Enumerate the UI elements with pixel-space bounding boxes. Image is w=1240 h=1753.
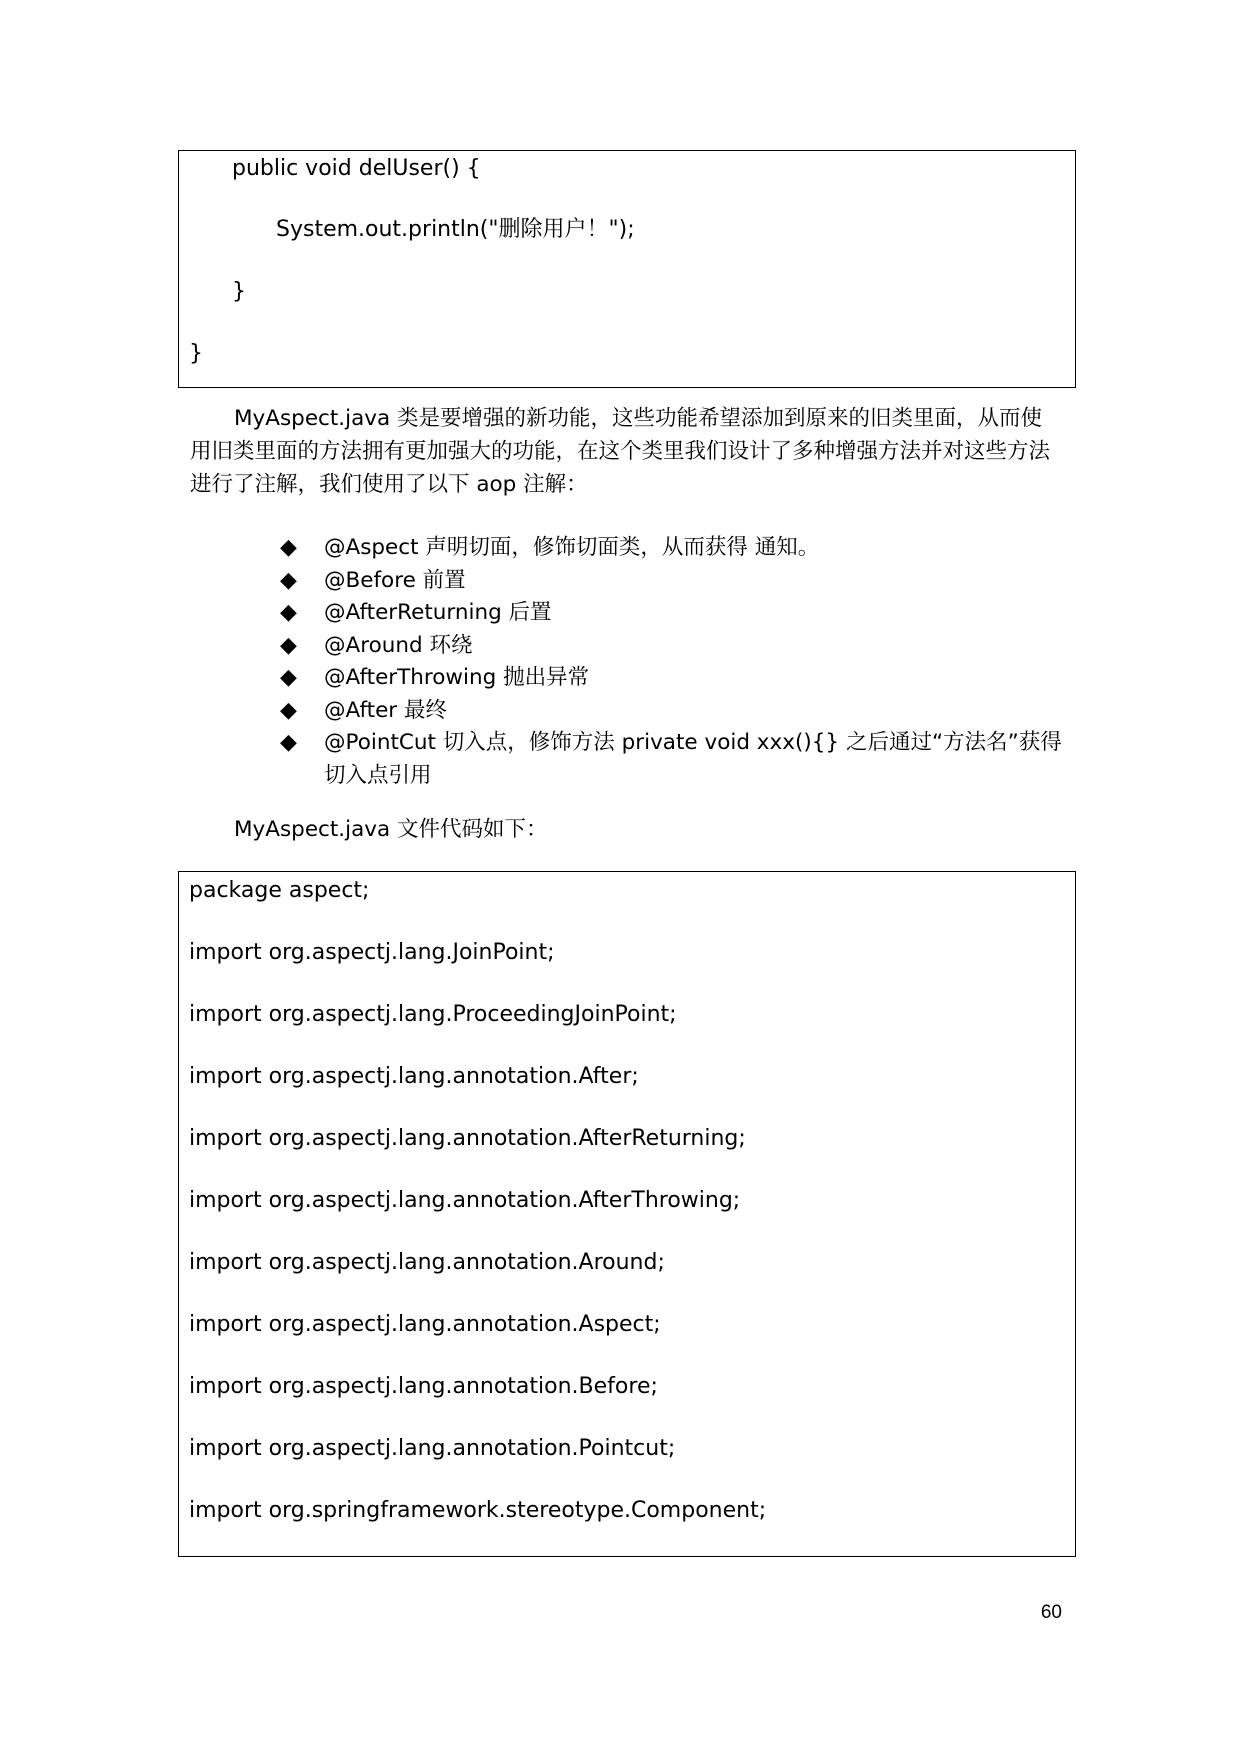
diamond-bullet-icon: ◆ — [280, 567, 297, 593]
list-item-text: @AfterReturning 后置 — [324, 600, 552, 625]
diamond-bullet-icon: ◆ — [280, 600, 297, 625]
code-line: System.out.println("删除用户！"); — [276, 217, 635, 242]
list-item — [280, 695, 1070, 728]
diamond-bullet-icon: ◆ — [280, 535, 297, 560]
code-line: import org.springframework.stereotype.Component; — [189, 1498, 767, 1523]
diamond-bullet-icon: ◆ — [280, 665, 297, 690]
diamond-bullet-icon: ◆ — [280, 632, 297, 658]
code-line: import org.aspectj.lang.annotation.AfterThrowing; — [189, 1188, 741, 1213]
list-item-text: @AfterThrowing 抛出异常 — [324, 665, 590, 690]
code-block-2 — [178, 871, 1076, 1557]
code-intro-text: MyAspect.java 文件代码如下： — [234, 817, 548, 842]
code-line: import org.aspectj.lang.annotation.Around; — [189, 1250, 665, 1275]
code-line: public void delUser() { — [232, 156, 481, 181]
code-line: import org.aspectj.lang.annotation.After; — [189, 1064, 639, 1089]
code-line: } — [232, 279, 246, 304]
diamond-bullet-icon: ◆ — [280, 697, 297, 723]
diamond-bullet-icon: ◆ — [280, 730, 297, 755]
list-item — [280, 630, 1070, 663]
code-line: import org.aspectj.lang.JoinPoint; — [189, 940, 555, 965]
list-item-text: @Before 前置 — [324, 567, 466, 593]
code-line: package aspect; — [189, 878, 370, 903]
list-item-text: @PointCut 切入点，修饰方法 private void xxx(){} 之后通过“方法名”获得切入点引用 — [324, 730, 1062, 788]
intro-text: MyAspect.java 类是要增强的新功能，这些功能希望添加到原来的旧类里面，从而使用旧类里面的方法拥有更加强大的功能，在这个类里我们设计了多种增强方法并对这些方法进行了注解，我们使用了以下 aop 注解： — [190, 406, 1051, 497]
list-item-text: @Aspect 声明切面，修饰切面类，从而获得 通知。 — [324, 535, 820, 560]
page-number: 60 — [1040, 1602, 1062, 1623]
list-item — [280, 662, 1070, 695]
intro-paragraph — [190, 402, 1062, 501]
code-line: import org.aspectj.lang.annotation.AfterReturning; — [189, 1126, 746, 1151]
list-item-text: @After 最终 — [324, 697, 447, 723]
list-item — [280, 597, 1070, 630]
list-item — [280, 532, 1070, 565]
code-block-1 — [178, 150, 1076, 388]
annotation-list — [280, 532, 1070, 792]
code-line: } — [189, 341, 203, 366]
list-item — [280, 565, 1070, 598]
code-line: import org.aspectj.lang.annotation.Before; — [189, 1374, 658, 1399]
code-line: import org.aspectj.lang.annotation.Aspect; — [189, 1312, 661, 1337]
code-intro-paragraph — [190, 813, 1062, 846]
list-item — [280, 727, 1070, 792]
code-line: import org.aspectj.lang.annotation.Pointcut; — [189, 1436, 676, 1461]
list-item-text: @Around 环绕 — [324, 632, 473, 658]
code-line: import org.aspectj.lang.ProceedingJoinPoint; — [189, 1002, 677, 1027]
